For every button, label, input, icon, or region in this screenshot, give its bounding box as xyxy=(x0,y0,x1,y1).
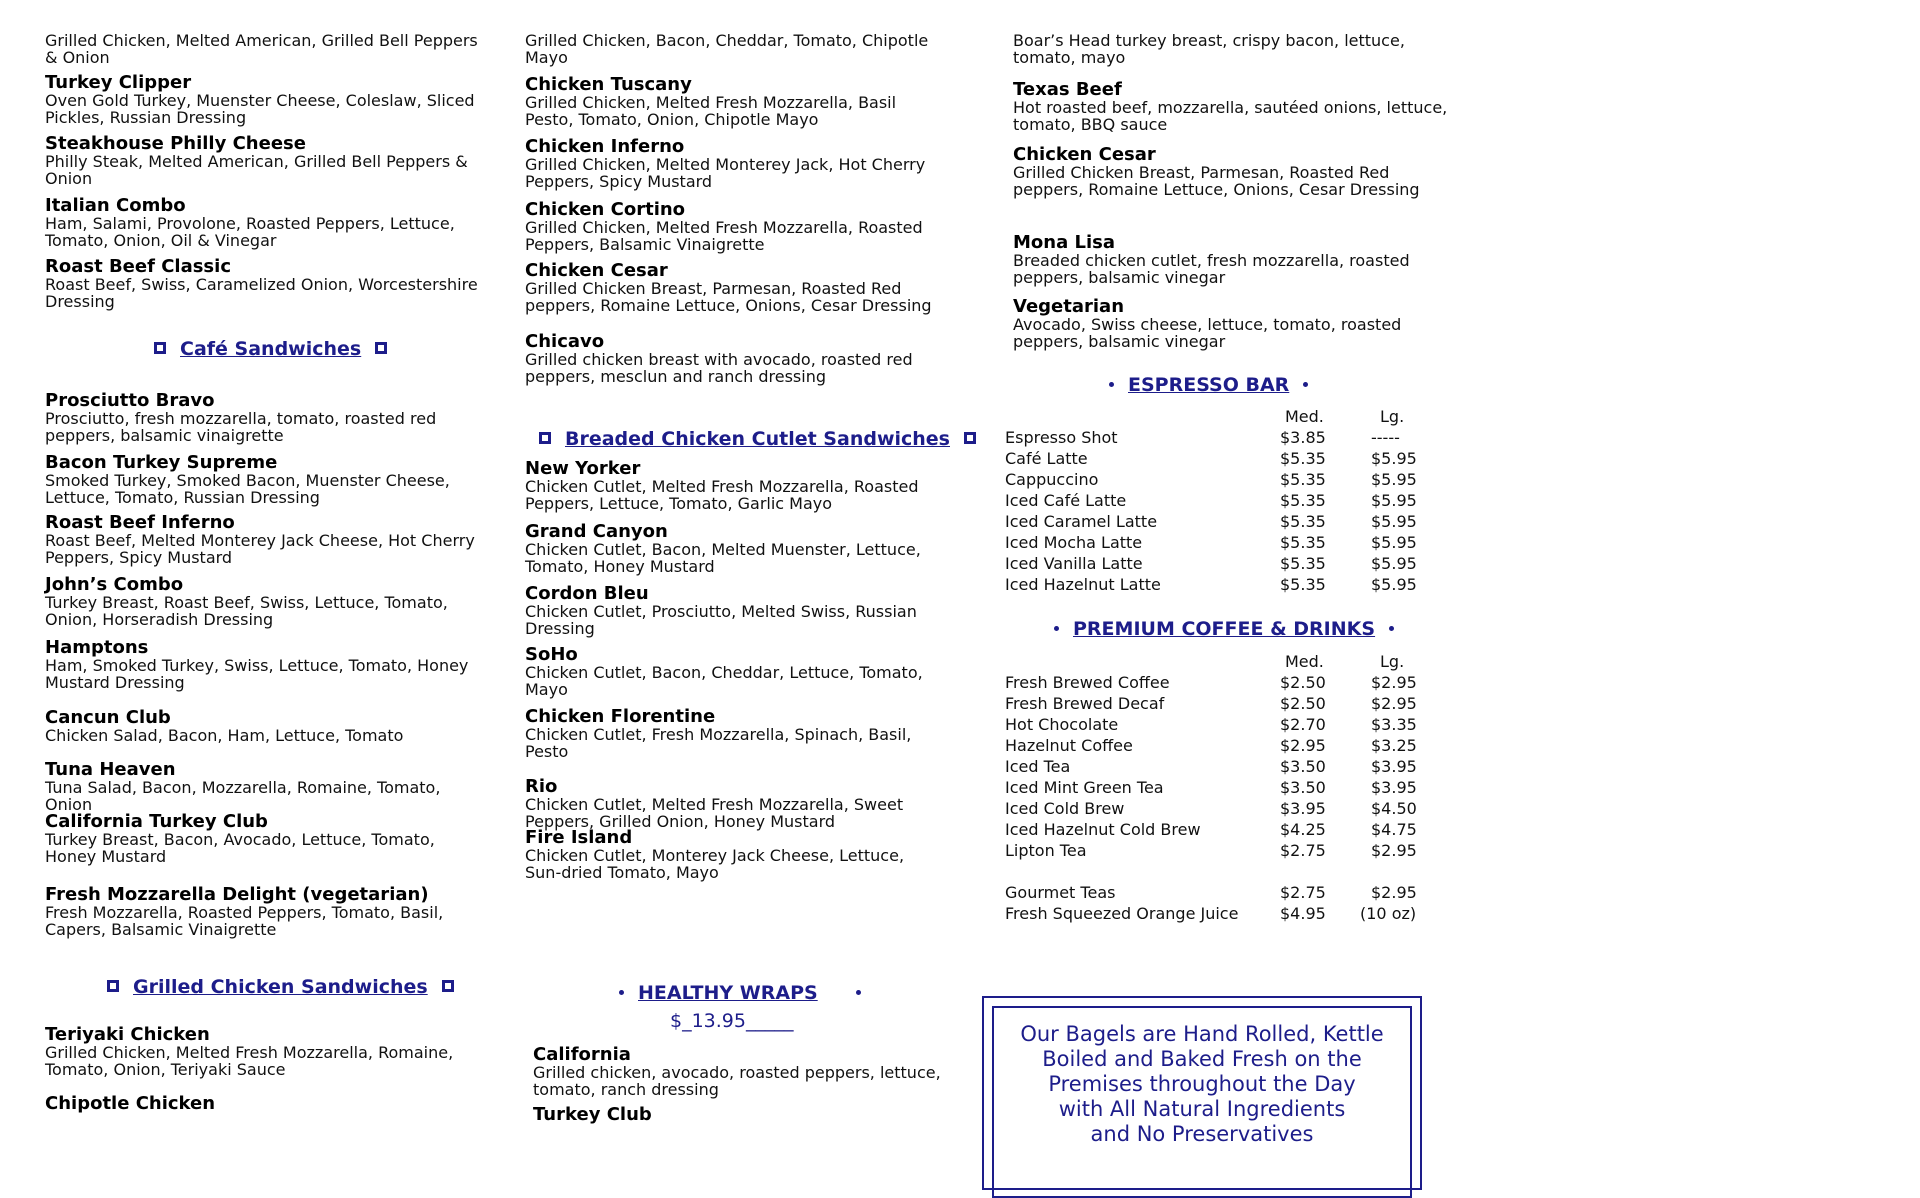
price-row xyxy=(1005,574,1425,595)
price-row xyxy=(1005,469,1425,490)
item-description: Boar’s Head turkey breast, crispy bacon, lettuce, tomato, mayo xyxy=(1013,31,1405,67)
price-row xyxy=(1005,511,1425,532)
item-description: Prosciutto, fresh mozzarella, tomato, roasted red peppers, balsamic vinaigrette xyxy=(45,409,437,445)
menu-item xyxy=(1013,146,1453,198)
price-lg: $3.95 xyxy=(1371,778,1417,797)
section-title: HEALTHY WRAPS xyxy=(638,982,818,1004)
bagel-line: Boiled and Baked Fresh on the xyxy=(1042,1047,1362,1071)
menu-item xyxy=(45,135,485,187)
item-name: Chicken Florentine xyxy=(525,706,716,727)
price-lg: $2.95 xyxy=(1371,883,1417,902)
menu-item xyxy=(525,32,945,66)
menu-item xyxy=(1013,298,1453,350)
square-bullet-icon xyxy=(964,432,976,444)
price-lg: $2.95 xyxy=(1371,673,1417,692)
item-name: Turkey Clipper xyxy=(45,72,192,93)
item-description: Smoked Turkey, Smoked Bacon, Muenster Cheese, Lettuce, Tomato, Russian Dressing xyxy=(45,471,450,507)
section-heading-grilled-chicken xyxy=(93,976,468,998)
price-lg: $5.95 xyxy=(1371,470,1417,489)
price-row-spacer xyxy=(1005,861,1425,882)
section-heading-premium-coffee xyxy=(1040,618,1408,640)
section-title: Grilled Chicken Sandwiches xyxy=(133,976,428,998)
menu-item xyxy=(45,639,485,691)
menu-item xyxy=(45,514,485,566)
menu-item xyxy=(1013,234,1453,286)
item-name: Cordon Bleu xyxy=(525,583,649,604)
item-description: Grilled Chicken, Bacon, Cheddar, Tomato, Chipotle Mayo xyxy=(525,31,929,67)
price-med: $2.50 xyxy=(1280,673,1326,692)
drink-name: Iced Cold Brew xyxy=(1005,799,1125,818)
menu-item xyxy=(525,138,945,190)
price-lg: (10 oz) xyxy=(1360,904,1417,923)
col-header-lg: Lg. xyxy=(1380,407,1405,426)
item-description: Chicken Cutlet, Melted Fresh Mozzarella, Roasted Peppers, Lettuce, Tomato, Garlic Mayo xyxy=(525,477,919,513)
menu-item xyxy=(525,778,945,830)
wraps-price: $_13.95_____ xyxy=(670,1010,794,1032)
menu-item xyxy=(533,1046,953,1098)
item-name: Chicken Tuscany xyxy=(525,74,692,95)
item-description: Grilled Chicken, Melted American, Grilled Bell Peppers & Onion xyxy=(45,31,478,67)
menu-item xyxy=(45,576,485,628)
item-description: Chicken Cutlet, Bacon, Melted Muenster, Lettuce, Tomato, Honey Mustard xyxy=(525,540,921,576)
item-description: Chicken Cutlet, Fresh Mozzarella, Spinach, Basil, Pesto xyxy=(525,725,912,761)
bagel-line: and No Preservatives xyxy=(1090,1122,1314,1146)
drink-name: Espresso Shot xyxy=(1005,428,1118,447)
item-name: Tuna Heaven xyxy=(45,759,176,780)
menu-item xyxy=(45,1095,485,1113)
espresso-price-table xyxy=(1005,406,1425,595)
menu-item xyxy=(45,74,485,126)
price-med: $3.95 xyxy=(1280,799,1326,818)
item-name: Turkey Club xyxy=(533,1104,652,1125)
price-med: $3.50 xyxy=(1280,778,1326,797)
menu-item xyxy=(525,646,945,698)
item-name: SoHo xyxy=(525,644,578,665)
price-row xyxy=(1005,532,1425,553)
item-name: Chicavo xyxy=(525,331,605,352)
price-med: $5.35 xyxy=(1280,533,1326,552)
item-description: Avocado, Swiss cheese, lettuce, tomato, roasted peppers, balsamic vinegar xyxy=(1013,315,1402,351)
menu-item xyxy=(533,1106,953,1124)
item-description: Fresh Mozzarella, Roasted Peppers, Tomato, Basil, Capers, Balsamic Vinaigrette xyxy=(45,903,444,939)
price-row xyxy=(1005,777,1425,798)
menu-item xyxy=(525,333,945,385)
item-description: Hot roasted beef, mozzarella, sautéed onions, lettuce, tomato, BBQ sauce xyxy=(1013,98,1448,134)
drink-name: Gourmet Teas xyxy=(1005,883,1116,902)
drink-name: Iced Mocha Latte xyxy=(1005,533,1143,552)
section-title: ESPRESSO BAR xyxy=(1128,374,1290,396)
item-description: Grilled chicken breast with avocado, roasted red peppers, mesclun and ranch dressing xyxy=(525,350,913,386)
price-table-header xyxy=(1005,406,1425,427)
item-name: Chicken Cesar xyxy=(1013,144,1156,165)
dot-bullet-icon xyxy=(1303,382,1308,387)
item-name: Texas Beef xyxy=(1013,79,1122,100)
dot-bullet-icon xyxy=(1389,626,1394,631)
item-description: Chicken Salad, Bacon, Ham, Lettuce, Tomato xyxy=(45,726,404,745)
drink-name: Fresh Squeezed Orange Juice xyxy=(1005,904,1239,923)
price-lg: $5.95 xyxy=(1371,449,1417,468)
item-name: Fire Island xyxy=(525,827,633,848)
menu-item xyxy=(45,761,485,813)
drink-name: Iced Café Latte xyxy=(1005,491,1127,510)
menu-item xyxy=(45,1026,485,1078)
drink-name: Iced Mint Green Tea xyxy=(1005,778,1164,797)
item-name: Mona Lisa xyxy=(1013,232,1116,253)
section-title: PREMIUM COFFEE & DRINKS xyxy=(1073,618,1376,640)
item-description: Chicken Cutlet, Bacon, Cheddar, Lettuce, Tomato, Mayo xyxy=(525,663,923,699)
price-lg: $4.50 xyxy=(1371,799,1417,818)
drink-name: Fresh Brewed Decaf xyxy=(1005,694,1165,713)
drink-name: Hot Chocolate xyxy=(1005,715,1119,734)
menu-item xyxy=(45,454,485,506)
dot-bullet-icon xyxy=(856,990,861,995)
price-med: $4.25 xyxy=(1280,820,1326,839)
drink-name: Cappuccino xyxy=(1005,470,1099,489)
item-name: Chicken Inferno xyxy=(525,136,685,157)
menu-item xyxy=(45,32,485,66)
price-med: $2.95 xyxy=(1280,736,1326,755)
price-row xyxy=(1005,798,1425,819)
item-name: Roast Beef Classic xyxy=(45,256,231,277)
price-lg: $3.25 xyxy=(1371,736,1417,755)
item-name: Chipotle Chicken xyxy=(45,1093,216,1114)
drink-name: Iced Hazelnut Latte xyxy=(1005,575,1161,594)
price-row xyxy=(1005,553,1425,574)
item-name: Rio xyxy=(525,776,558,797)
menu-item xyxy=(525,523,945,575)
item-name: Grand Canyon xyxy=(525,521,668,542)
item-description: Grilled chicken, avocado, roasted peppers, lettuce, tomato, ranch dressing xyxy=(533,1063,941,1099)
item-name: Steakhouse Philly Cheese xyxy=(45,133,306,154)
price-lg: ----- xyxy=(1371,428,1400,447)
drink-name: Iced Caramel Latte xyxy=(1005,512,1158,531)
item-name: Chicken Cortino xyxy=(525,199,686,220)
drink-name: Café Latte xyxy=(1005,449,1088,468)
square-bullet-icon xyxy=(539,432,551,444)
price-table-header xyxy=(1005,651,1425,672)
item-name: California xyxy=(533,1044,631,1065)
price-row xyxy=(1005,735,1425,756)
item-name: Fresh Mozzarella Delight (vegetarian) xyxy=(45,884,429,905)
item-name: California Turkey Club xyxy=(45,811,268,832)
price-row xyxy=(1005,756,1425,777)
drink-name: Hazelnut Coffee xyxy=(1005,736,1133,755)
item-name: Italian Combo xyxy=(45,195,186,216)
price-row xyxy=(1005,427,1425,448)
bagel-notice-text xyxy=(984,1022,1420,1147)
square-bullet-icon xyxy=(442,980,454,992)
bagel-line: Our Bagels are Hand Rolled, Kettle xyxy=(1020,1022,1384,1046)
item-name: Roast Beef Inferno xyxy=(45,512,235,533)
drink-name: Lipton Tea xyxy=(1005,841,1087,860)
item-description: Grilled Chicken, Melted Fresh Mozzarella, Roasted Peppers, Balsamic Vinaigrette xyxy=(525,218,923,254)
item-description: Ham, Smoked Turkey, Swiss, Lettuce, Tomato, Honey Mustard Dressing xyxy=(45,656,469,692)
item-name: Chicken Cesar xyxy=(525,260,668,281)
menu-item xyxy=(525,262,945,314)
item-description: Grilled Chicken, Melted Monterey Jack, Hot Cherry Peppers, Spicy Mustard xyxy=(525,155,926,191)
price-lg: $3.95 xyxy=(1371,757,1417,776)
price-med: $5.35 xyxy=(1280,575,1326,594)
menu-item xyxy=(525,585,945,637)
drink-name: Fresh Brewed Coffee xyxy=(1005,673,1170,692)
price-row xyxy=(1005,819,1425,840)
price-row xyxy=(1005,448,1425,469)
item-description: Breaded chicken cutlet, fresh mozzarella, roasted peppers, balsamic vinegar xyxy=(1013,251,1410,287)
section-title: Breaded Chicken Cutlet Sandwiches xyxy=(565,428,950,450)
item-description: Roast Beef, Melted Monterey Jack Cheese, Hot Cherry Peppers, Spicy Mustard xyxy=(45,531,475,567)
drink-name: Iced Hazelnut Cold Brew xyxy=(1005,820,1201,839)
col-header-med: Med. xyxy=(1285,407,1324,426)
item-name: New Yorker xyxy=(525,458,641,479)
price-med: $5.35 xyxy=(1280,470,1326,489)
price-lg: $4.75 xyxy=(1371,820,1417,839)
bagel-notice-box xyxy=(982,996,1422,1190)
menu-item xyxy=(45,709,485,744)
menu-item xyxy=(525,460,945,512)
dot-bullet-icon xyxy=(1054,626,1059,631)
price-row xyxy=(1005,714,1425,735)
item-description: Chicken Cutlet, Monterey Jack Cheese, Lettuce, Sun-dried Tomato, Mayo xyxy=(525,846,905,882)
menu-item xyxy=(1013,81,1453,133)
price-row xyxy=(1005,490,1425,511)
price-med: $5.35 xyxy=(1280,512,1326,531)
square-bullet-icon xyxy=(154,342,166,354)
price-lg: $5.95 xyxy=(1371,533,1417,552)
square-bullet-icon xyxy=(375,342,387,354)
menu-item xyxy=(525,708,945,760)
item-name: Vegetarian xyxy=(1013,296,1125,317)
menu-item xyxy=(525,76,945,128)
price-med: $3.85 xyxy=(1280,428,1326,447)
item-description: Chicken Cutlet, Prosciutto, Melted Swiss, Russian Dressing xyxy=(525,602,917,638)
drink-name: Iced Vanilla Latte xyxy=(1005,554,1143,573)
price-lg: $3.35 xyxy=(1371,715,1417,734)
item-description: Oven Gold Turkey, Muenster Cheese, Coleslaw, Sliced Pickles, Russian Dressing xyxy=(45,91,475,127)
item-description: Tuna Salad, Bacon, Mozzarella, Romaine, Tomato, Onion xyxy=(45,778,441,814)
section-title: Café Sandwiches xyxy=(180,338,362,360)
price-med: $2.75 xyxy=(1280,841,1326,860)
menu-item xyxy=(45,886,485,938)
item-name: Hamptons xyxy=(45,637,149,658)
col-header-lg: Lg. xyxy=(1380,652,1405,671)
section-heading-wraps xyxy=(605,982,875,1004)
menu-item xyxy=(45,813,485,865)
drink-name: Iced Tea xyxy=(1005,757,1071,776)
price-med: $2.75 xyxy=(1280,883,1326,902)
item-name: Prosciutto Bravo xyxy=(45,390,215,411)
bagel-line: with All Natural Ingredients xyxy=(1058,1097,1346,1121)
price-med: $2.70 xyxy=(1280,715,1326,734)
price-med: $5.35 xyxy=(1280,449,1326,468)
price-med: $3.50 xyxy=(1280,757,1326,776)
bagel-line: Premises throughout the Day xyxy=(1048,1072,1356,1096)
price-lg: $5.95 xyxy=(1371,512,1417,531)
item-description: Chicken Cutlet, Melted Fresh Mozzarella, Sweet Peppers, Grilled Onion, Honey Mustard xyxy=(525,795,904,831)
price-lg: $2.95 xyxy=(1371,694,1417,713)
menu-item xyxy=(525,201,945,253)
price-med: $5.35 xyxy=(1280,554,1326,573)
price-row xyxy=(1005,672,1425,693)
item-description: Grilled Chicken, Melted Fresh Mozzarella, Basil Pesto, Tomato, Onion, Chipotle Mayo xyxy=(525,93,897,129)
price-lg: $5.95 xyxy=(1371,575,1417,594)
item-description: Roast Beef, Swiss, Caramelized Onion, Worcestershire Dressing xyxy=(45,275,478,311)
price-lg: $2.95 xyxy=(1371,841,1417,860)
item-description: Grilled Chicken Breast, Parmesan, Roasted Red peppers, Romaine Lettuce, Onions, Cesar Dressing xyxy=(525,279,932,315)
col-header-med: Med. xyxy=(1285,652,1324,671)
item-description: Turkey Breast, Bacon, Avocado, Lettuce, Tomato, Honey Mustard xyxy=(45,830,435,866)
menu-item xyxy=(45,392,485,444)
menu-item xyxy=(45,258,485,310)
item-name: Cancun Club xyxy=(45,707,171,728)
menu-item xyxy=(1013,32,1453,66)
section-heading-cutlet xyxy=(525,428,990,450)
price-med: $2.50 xyxy=(1280,694,1326,713)
price-med: $5.35 xyxy=(1280,491,1326,510)
price-med: $4.95 xyxy=(1280,904,1326,923)
menu-item xyxy=(45,197,485,249)
price-lg: $5.95 xyxy=(1371,491,1417,510)
section-heading-espresso xyxy=(1095,374,1322,396)
dot-bullet-icon xyxy=(1109,382,1114,387)
price-row xyxy=(1005,903,1425,924)
item-description: Grilled Chicken, Melted Fresh Mozzarella, Romaine, Tomato, Onion, Teriyaki Sauce xyxy=(45,1043,454,1079)
item-name: John’s Combo xyxy=(45,574,184,595)
item-description: Grilled Chicken Breast, Parmesan, Roasted Red peppers, Romaine Lettuce, Onions, Cesar Dressing xyxy=(1013,163,1420,199)
price-row xyxy=(1005,882,1425,903)
dot-bullet-icon xyxy=(619,990,624,995)
item-name: Bacon Turkey Supreme xyxy=(45,452,278,473)
menu-item xyxy=(525,829,945,881)
item-description: Ham, Salami, Provolone, Roasted Peppers, Lettuce, Tomato, Onion, Oil & Vinegar xyxy=(45,214,455,250)
price-lg: $5.95 xyxy=(1371,554,1417,573)
item-description: Philly Steak, Melted American, Grilled Bell Peppers & Onion xyxy=(45,152,468,188)
item-name: Teriyaki Chicken xyxy=(45,1024,210,1045)
coffee-price-table xyxy=(1005,651,1425,924)
item-description: Turkey Breast, Roast Beef, Swiss, Lettuce, Tomato, Onion, Horseradish Dressing xyxy=(45,593,448,629)
square-bullet-icon xyxy=(107,980,119,992)
price-row xyxy=(1005,693,1425,714)
section-heading-cafe xyxy=(140,338,401,360)
price-row xyxy=(1005,840,1425,861)
